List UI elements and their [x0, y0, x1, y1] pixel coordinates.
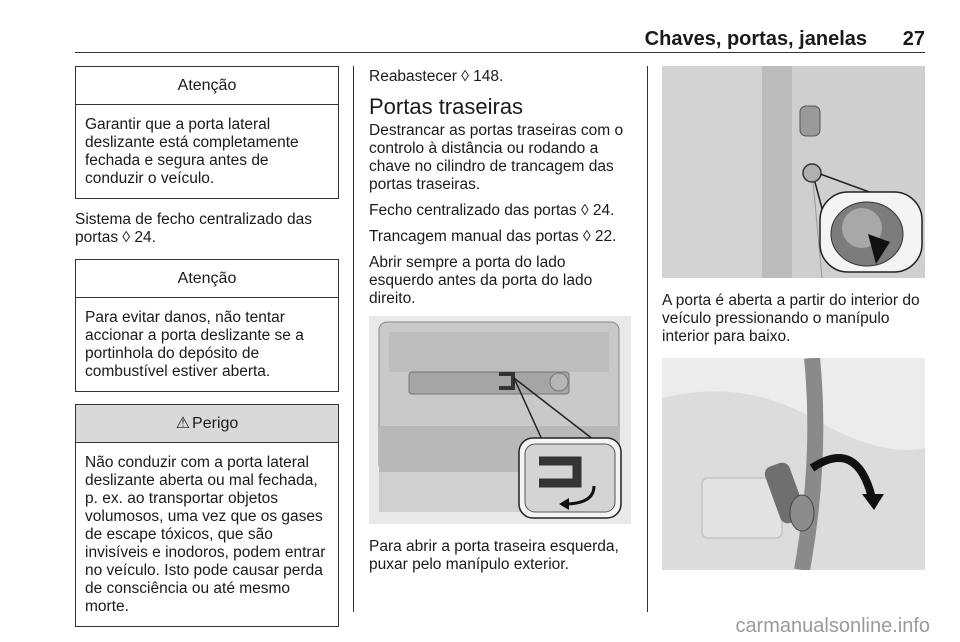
column-divider-1 — [353, 66, 354, 612]
central-locking-ref: Fecho centralizado das portas ◊ 24. — [369, 202, 615, 219]
caution-box — [75, 66, 339, 199]
section-heading: Portas traseiras — [369, 94, 524, 119]
interior-handle-caption: A porta é aberta a partir do interior do veículo pressionando o manípulo interior para baixo. — [662, 292, 920, 345]
rear-doors-unlock-text: Destrancar as portas traseiras com o controlo à distância ou rodando a chave no cilindro de trancagem das portas traseiras. — [369, 122, 624, 193]
caution-text-2: Para evitar danos, não tentar accionar a porta deslizante se a portinhola do depósito de combustível estiver aberta. — [85, 309, 304, 380]
rear-door-exterior-handle-illustration — [369, 316, 631, 524]
caution-heading: Atenção — [76, 67, 338, 105]
caution-heading-2: Atenção — [76, 260, 338, 298]
column-divider-2 — [647, 66, 648, 612]
door-order-text: Abrir sempre a porta do lado esquerdo antes da porta do lado direito. — [369, 254, 593, 307]
warning-triangle-icon: ⚠ — [175, 415, 191, 432]
refuel-reference: Reabastecer ◊ 148. — [369, 68, 504, 85]
watermark-text: carmanualsonline.info — [735, 615, 930, 637]
rear-door-interior-handle-illustration — [662, 66, 925, 278]
header-divider — [75, 52, 925, 53]
danger-text: Não conduzir com a porta lateral deslizante aberta ou mal fechada, p. ex. ao transportar objetos volumosos, uma vez que os gases de escape tóxicos, que são invisíveis e inodoros, podem entrar no veículo. Isto pode causar perda de consciência ou até mesmo morte. — [85, 454, 326, 615]
caution-text: Garantir que a porta lateral deslizante está completamente fechada e segura antes de conduzir o veículo. — [85, 116, 299, 187]
page-number: 27 — [902, 28, 925, 50]
rear-door-interior-lever-illustration — [662, 358, 925, 570]
danger-box — [75, 404, 339, 627]
exterior-handle-caption: Para abrir a porta traseira esquerda, puxar pelo manípulo exterior. — [369, 538, 619, 573]
column-right — [662, 66, 926, 570]
page-header — [75, 28, 925, 52]
danger-heading: Perigo — [192, 415, 239, 432]
central-locking-reference: Sistema de fecho centralizado das portas ◊ 24. — [75, 211, 312, 246]
danger-heading-bar — [76, 405, 338, 443]
column-middle — [369, 66, 634, 582]
page-title: Chaves, portas, janelas — [644, 28, 867, 50]
column-left — [75, 66, 339, 639]
caution-box-2 — [75, 259, 339, 392]
manual-locking-ref: Trancagem manual das portas ◊ 22. — [369, 228, 617, 245]
